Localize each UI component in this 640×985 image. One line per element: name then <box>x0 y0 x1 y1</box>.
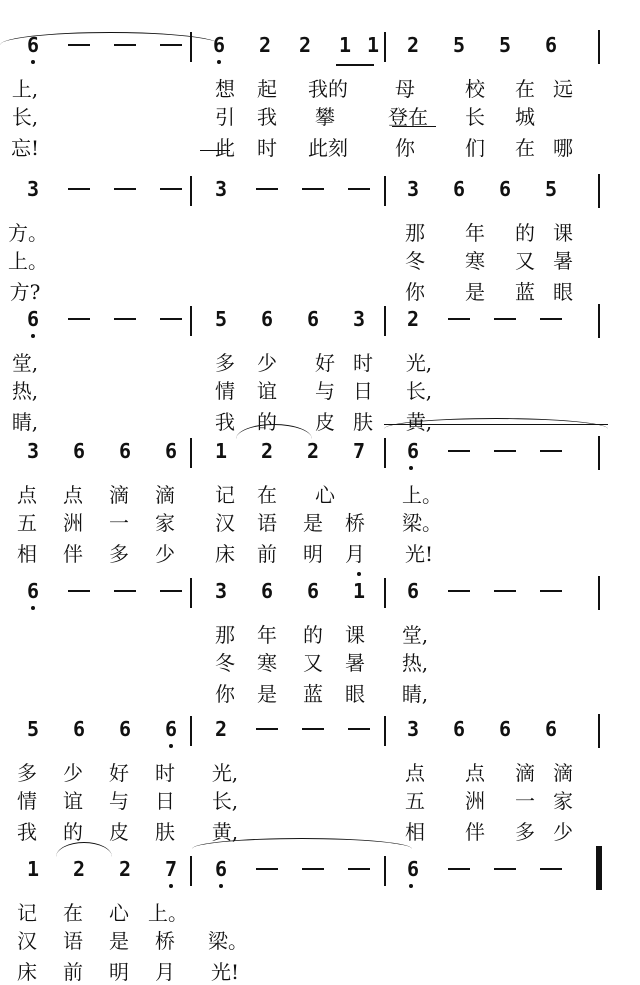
note-digit: 6 <box>260 579 274 603</box>
note-digit: 6 <box>118 439 132 463</box>
lyric-syllable: 上, <box>11 77 39 101</box>
note-dash <box>494 318 516 320</box>
phrase-line <box>200 150 230 151</box>
lyric-syllable: 又 <box>303 651 323 675</box>
lyric-syllable: 滴 <box>109 483 129 507</box>
note-dash <box>302 868 324 870</box>
lyric-syllable: 蓝 <box>303 682 323 706</box>
lyric-syllable: 眼 <box>345 682 365 706</box>
lyric-syllable: 日 <box>353 379 373 403</box>
note-dash <box>348 868 370 870</box>
note-dash <box>448 868 470 870</box>
note-digit: 6 <box>164 717 178 741</box>
lyric-syllable: 床 <box>17 960 37 984</box>
bar-line <box>190 438 192 468</box>
note-dash <box>256 868 278 870</box>
note-digit: 1 <box>214 439 228 463</box>
lyric-syllable: 此刻 <box>308 136 348 160</box>
note-digit: 6 <box>118 717 132 741</box>
lyric-syllable: 与 <box>109 789 129 813</box>
octave-dot-below <box>31 606 35 610</box>
note-dash <box>114 590 136 592</box>
note-digit: 6 <box>406 579 420 603</box>
lyric-syllable: 又 <box>515 249 535 273</box>
bar-line <box>384 306 386 336</box>
lyric-syllable: 前 <box>257 542 277 566</box>
score-system <box>0 166 640 302</box>
note-dash <box>540 868 562 870</box>
lyric-syllable: 我 <box>17 820 37 844</box>
note-digit: 1 <box>338 33 352 57</box>
lyric-syllable: 光, <box>405 351 433 375</box>
octave-dot-below <box>31 60 35 64</box>
note-digit: 6 <box>452 177 466 201</box>
lyric-syllable: 月 <box>155 960 175 984</box>
note-digit: 2 <box>306 439 320 463</box>
lyric-syllable: 好 <box>315 351 335 375</box>
lyric-syllable: 起 <box>257 77 277 101</box>
lyric-syllable: 一 <box>515 789 535 813</box>
note-digit: 1 <box>26 857 40 881</box>
lyric-syllable: 梁。 <box>402 511 442 535</box>
bar-line <box>384 32 386 62</box>
note-dash <box>302 728 324 730</box>
lyric-syllable: 汉 <box>215 511 235 535</box>
lyric-syllable: 日 <box>155 789 175 813</box>
lyric-syllable: 你 <box>395 136 415 160</box>
lyric-syllable: 忘! <box>10 136 40 160</box>
lyric-syllable: 登在 <box>388 105 428 129</box>
lyric-syllable: 年 <box>257 623 277 647</box>
score-system <box>0 706 640 842</box>
lyric-syllable: 热, <box>401 651 429 675</box>
octave-dot-above <box>357 572 361 576</box>
note-digit: 2 <box>118 857 132 881</box>
note-dash <box>348 188 370 190</box>
lyric-syllable: 一 <box>109 511 129 535</box>
octave-dot-below <box>169 744 173 748</box>
lyric-syllable: 滴 <box>553 761 573 785</box>
lyric-syllable: 桥 <box>345 511 365 535</box>
lyric-syllable: 你 <box>405 280 425 304</box>
note-dash <box>448 450 470 452</box>
note-digit: 2 <box>406 33 420 57</box>
note-dash <box>448 318 470 320</box>
bar-line <box>598 714 600 748</box>
lyric-syllable: 长, <box>405 379 433 403</box>
lyric-syllable: 冬 <box>215 651 235 675</box>
lyric-syllable: 上。 <box>8 249 48 273</box>
lyric-syllable: 洲 <box>465 789 485 813</box>
lyric-syllable: 的 <box>63 820 83 844</box>
note-dash <box>68 318 90 320</box>
note-digit: 3 <box>26 177 40 201</box>
note-dash <box>540 450 562 452</box>
note-digit: 6 <box>72 717 86 741</box>
lyric-syllable: 课 <box>553 221 573 245</box>
note-digit: 1 <box>366 33 380 57</box>
lyric-syllable: 情 <box>17 789 37 813</box>
note-dash <box>494 868 516 870</box>
lyric-syllable: 眼 <box>553 280 573 304</box>
lyric-syllable: 明 <box>109 960 129 984</box>
bar-line <box>384 856 386 886</box>
note-digit: 7 <box>352 439 366 463</box>
score-system <box>0 568 640 704</box>
lyric-syllable: 们 <box>465 136 485 160</box>
octave-dot-below <box>169 884 173 888</box>
note-dash <box>448 590 470 592</box>
lyric-syllable: 皮 <box>109 820 129 844</box>
lyric-syllable: 堂, <box>401 623 429 647</box>
bar-line <box>190 856 192 886</box>
lyric-syllable: 少 <box>257 351 277 375</box>
bar-line <box>598 174 600 208</box>
lyric-syllable: 攀 <box>315 105 335 129</box>
lyric-syllable: 的 <box>303 623 323 647</box>
lyric-syllable: 少 <box>553 820 573 844</box>
lyric-syllable: 此 <box>215 136 235 160</box>
octave-dot-below <box>217 60 221 64</box>
lyric-syllable: 黄, <box>211 820 239 844</box>
lyric-syllable: 是 <box>257 682 277 706</box>
score-system <box>0 296 640 432</box>
lyric-syllable: 的 <box>515 221 535 245</box>
note-digit: 2 <box>406 307 420 331</box>
bar-line <box>190 306 192 336</box>
lyric-syllable: 冬 <box>405 249 425 273</box>
lyric-syllable: 情 <box>215 379 235 403</box>
lyric-syllable: 点 <box>63 483 83 507</box>
bar-line <box>190 716 192 746</box>
lyric-syllable: 记 <box>215 483 235 507</box>
lyric-syllable: 的 <box>257 410 277 434</box>
note-digit: 6 <box>452 717 466 741</box>
note-digit: 6 <box>498 177 512 201</box>
lyric-syllable: 语 <box>257 511 277 535</box>
lyric-syllable: 好 <box>109 761 129 785</box>
octave-dot-below <box>31 334 35 338</box>
note-dash <box>494 590 516 592</box>
note-digit: 6 <box>72 439 86 463</box>
lyric-syllable: 在 <box>63 901 83 925</box>
lyric-syllable: 光! <box>404 542 434 566</box>
note-digit: 6 <box>26 579 40 603</box>
note-digit: 5 <box>498 33 512 57</box>
lyric-syllable: 时 <box>353 351 373 375</box>
score-system <box>0 846 640 982</box>
lyric-syllable: 心 <box>315 483 335 507</box>
bar-line <box>384 176 386 206</box>
lyric-syllable: 光! <box>210 960 240 984</box>
lyric-syllable: 光, <box>211 761 239 785</box>
lyric-syllable: 是 <box>303 511 323 535</box>
note-digit: 3 <box>214 177 228 201</box>
lyric-syllable: 热, <box>11 379 39 403</box>
note-dash <box>256 188 278 190</box>
note-digit: 5 <box>544 177 558 201</box>
lyric-syllable: 伴 <box>63 542 83 566</box>
lyric-syllable: 那 <box>405 221 425 245</box>
lyric-syllable: 我的 <box>308 77 348 101</box>
lyric-syllable: 长, <box>211 789 239 813</box>
lyric-syllable: 少 <box>63 761 83 785</box>
lyric-syllable: 你 <box>215 682 235 706</box>
lyric-syllable: 梁。 <box>208 929 248 953</box>
lyric-syllable: 远 <box>553 77 573 101</box>
lyric-syllable: 肤 <box>353 410 373 434</box>
lyric-syllable: 寒 <box>257 651 277 675</box>
note-digit: 2 <box>298 33 312 57</box>
note-digit: 3 <box>26 439 40 463</box>
lyric-syllable: 在 <box>515 136 535 160</box>
lyric-syllable: 哪 <box>553 136 573 160</box>
note-digit: 5 <box>26 717 40 741</box>
note-dash <box>114 188 136 190</box>
lyric-syllable: 谊 <box>257 379 277 403</box>
note-digit: 6 <box>544 33 558 57</box>
lyric-syllable: 在 <box>257 483 277 507</box>
bar-line <box>384 438 386 468</box>
eighth-beam <box>336 64 374 66</box>
lyric-syllable: 与 <box>315 379 335 403</box>
note-digit: 6 <box>406 857 420 881</box>
lyric-syllable: 谊 <box>63 789 83 813</box>
note-dash <box>68 590 90 592</box>
lyric-syllable: 相 <box>405 820 425 844</box>
note-dash <box>494 450 516 452</box>
note-digit: 6 <box>498 717 512 741</box>
lyric-syllable: 前 <box>63 960 83 984</box>
lyric-syllable: 我 <box>257 105 277 129</box>
lyric-syllable: 点 <box>465 761 485 785</box>
lyric-syllable: 家 <box>155 511 175 535</box>
lyric-syllable: 少 <box>155 542 175 566</box>
bar-line <box>190 176 192 206</box>
lyric-syllable: 方? <box>9 280 41 304</box>
lyric-syllable: 语 <box>63 929 83 953</box>
note-dash <box>302 188 324 190</box>
note-digit: 2 <box>72 857 86 881</box>
lyric-syllable: 多 <box>215 351 235 375</box>
note-dash <box>114 318 136 320</box>
lyric-syllable: 明 <box>303 542 323 566</box>
lyric-syllable: 睛, <box>11 410 39 434</box>
note-dash <box>160 188 182 190</box>
lyric-syllable: 引 <box>215 105 235 129</box>
lyric-syllable: 月 <box>345 542 365 566</box>
bar-line <box>190 578 192 608</box>
lyric-syllable: 汉 <box>17 929 37 953</box>
note-digit: 3 <box>406 717 420 741</box>
lyric-syllable: 母 <box>395 77 415 101</box>
note-dash <box>540 318 562 320</box>
lyric-syllable: 长, <box>11 105 39 129</box>
lyric-syllable: 年 <box>465 221 485 245</box>
lyric-syllable: 是 <box>465 280 485 304</box>
note-digit: 7 <box>164 857 178 881</box>
lyric-syllable: 寒 <box>465 249 485 273</box>
note-digit: 5 <box>214 307 228 331</box>
bar-line <box>598 436 600 470</box>
lyric-syllable: 滴 <box>155 483 175 507</box>
bar-line <box>598 304 600 338</box>
note-digit: 6 <box>306 579 320 603</box>
note-digit: 6 <box>260 307 274 331</box>
bar-line <box>598 30 600 64</box>
note-dash <box>160 318 182 320</box>
score-system <box>0 428 640 564</box>
lyric-syllable: 心 <box>109 901 129 925</box>
note-digit: 2 <box>258 33 272 57</box>
note-digit: 3 <box>406 177 420 201</box>
note-dash <box>256 728 278 730</box>
lyric-syllable: 暑 <box>345 651 365 675</box>
lyric-syllable: 课 <box>345 623 365 647</box>
lyric-syllable: 是 <box>109 929 129 953</box>
lyric-syllable: 想 <box>215 77 235 101</box>
lyric-syllable: 黄, <box>405 410 433 434</box>
lyric-syllable: 五 <box>17 511 37 535</box>
lyric-syllable: 堂, <box>11 351 39 375</box>
note-digit: 6 <box>544 717 558 741</box>
lyric-syllable: 床 <box>215 542 235 566</box>
note-dash <box>348 728 370 730</box>
lyric-syllable: 记 <box>17 901 37 925</box>
lyric-syllable: 上。 <box>148 901 188 925</box>
lyric-syllable: 上。 <box>402 483 442 507</box>
note-digit: 5 <box>452 33 466 57</box>
note-dash <box>160 590 182 592</box>
note-digit: 3 <box>352 307 366 331</box>
lyric-syllable: 多 <box>17 761 37 785</box>
lyric-syllable: 校 <box>465 77 485 101</box>
note-dash <box>68 188 90 190</box>
lyric-syllable: 桥 <box>155 929 175 953</box>
lyric-syllable: 多 <box>109 542 129 566</box>
lyric-syllable: 在 <box>515 77 535 101</box>
lyric-syllable: 肤 <box>155 820 175 844</box>
note-digit: 6 <box>406 439 420 463</box>
bar-line <box>384 578 386 608</box>
lyric-syllable: 方。 <box>8 221 48 245</box>
lyric-syllable: 时 <box>257 136 277 160</box>
lyric-syllable: 睛, <box>401 682 429 706</box>
note-digit: 6 <box>26 33 40 57</box>
bar-line <box>598 576 600 610</box>
octave-dot-below <box>409 466 413 470</box>
note-digit: 3 <box>214 579 228 603</box>
lyric-syllable: 五 <box>405 789 425 813</box>
lyric-syllable: 城 <box>515 105 535 129</box>
note-digit: 2 <box>214 717 228 741</box>
note-dash <box>540 590 562 592</box>
lyric-syllable: 那 <box>215 623 235 647</box>
note-digit: 1 <box>352 579 366 603</box>
note-digit: 6 <box>164 439 178 463</box>
lyric-syllable: 我 <box>215 410 235 434</box>
phrase-line <box>384 424 608 425</box>
lyric-syllable: 伴 <box>465 820 485 844</box>
octave-dot-below <box>219 884 223 888</box>
lyric-syllable: 滴 <box>515 761 535 785</box>
lyric-syllable: 相 <box>17 542 37 566</box>
lyric-syllable: 长 <box>465 105 485 129</box>
note-digit: 2 <box>260 439 274 463</box>
note-digit: 6 <box>306 307 320 331</box>
lyric-syllable: 洲 <box>63 511 83 535</box>
lyric-syllable: 点 <box>405 761 425 785</box>
lyric-syllable: 多 <box>515 820 535 844</box>
lyric-syllable: 皮 <box>315 410 335 434</box>
note-digit: 6 <box>214 857 228 881</box>
note-digit: 6 <box>26 307 40 331</box>
octave-dot-below <box>409 884 413 888</box>
bar-line <box>596 846 602 890</box>
lyric-syllable: 时 <box>155 761 175 785</box>
note-digit: 6 <box>212 33 226 57</box>
lyric-syllable: 蓝 <box>515 280 535 304</box>
bar-line <box>384 716 386 746</box>
lyric-underline <box>392 126 436 127</box>
lyric-syllable: 点 <box>17 483 37 507</box>
lyric-syllable: 暑 <box>553 249 573 273</box>
lyric-syllable: 家 <box>553 789 573 813</box>
